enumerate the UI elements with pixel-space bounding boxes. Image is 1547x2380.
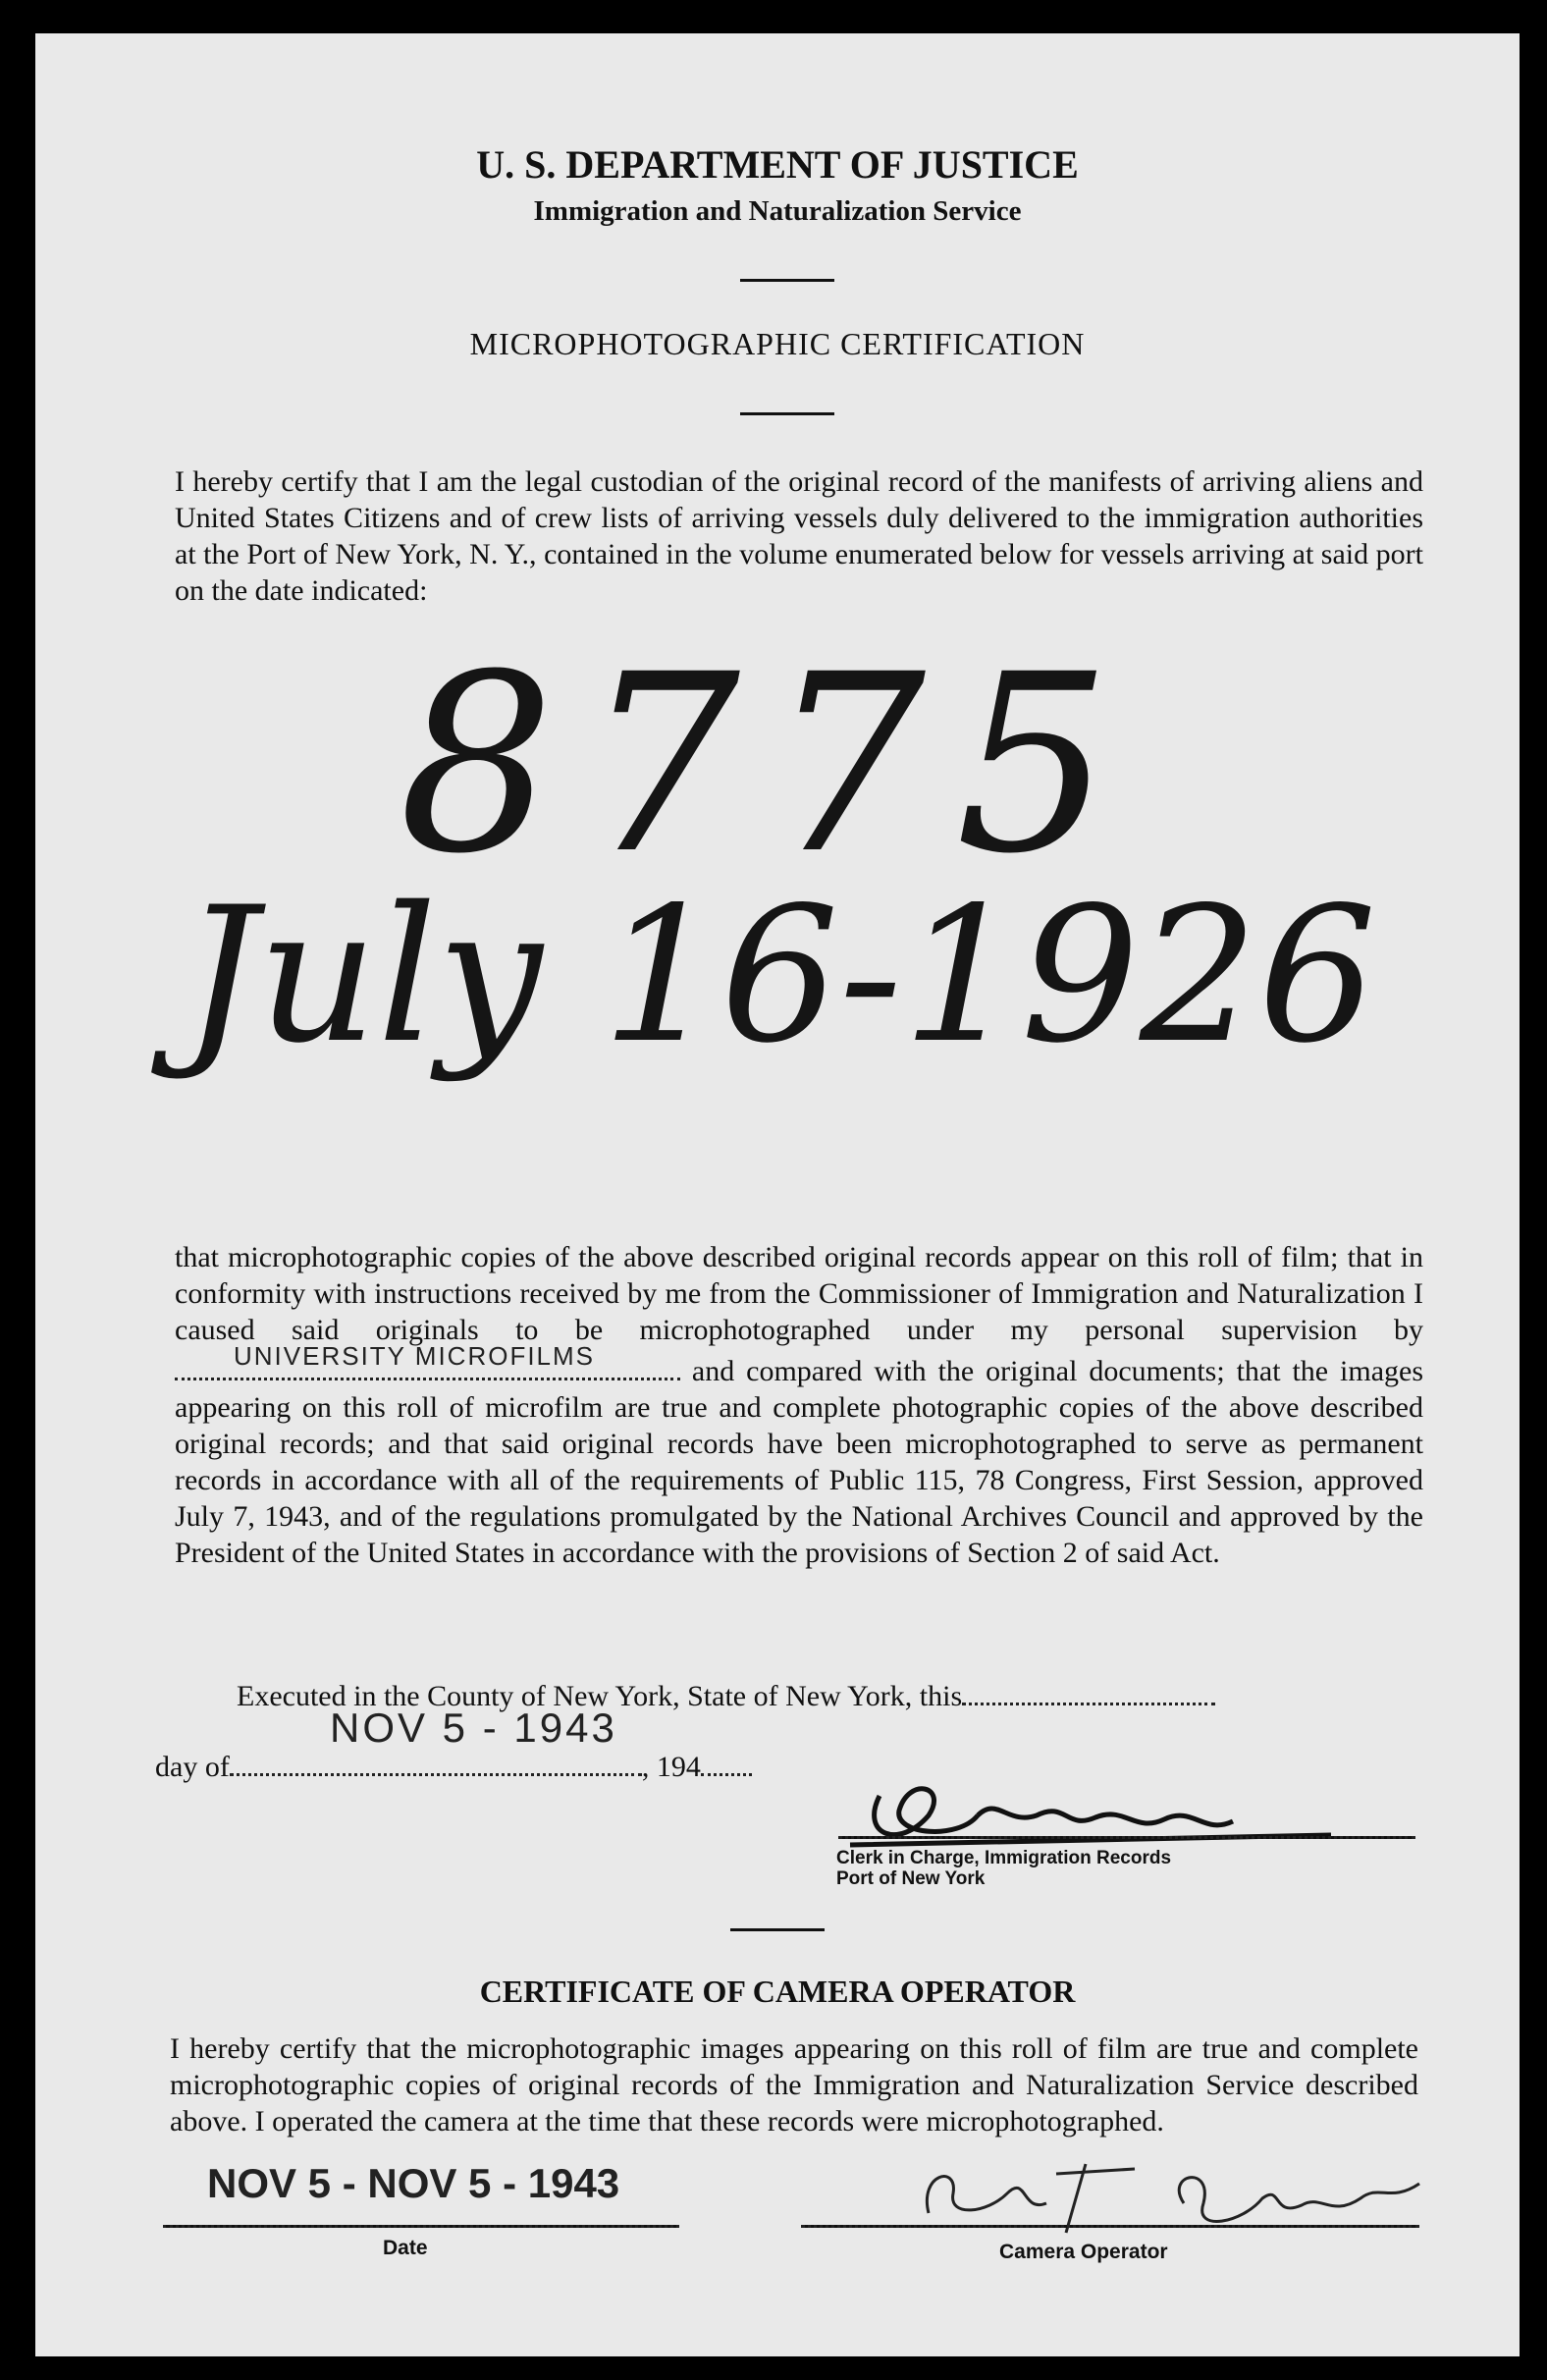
department-heading: U. S. DEPARTMENT OF JUSTICE [476, 142, 1079, 187]
date-label: Date [383, 2237, 428, 2259]
certification-text-part2: and compared with the original documents; that the images appearing on this roll of microfilm are true and complete photographic copies of the above described original records; and that said original records have been microphotographed to serve as permanent records in accordance with all of the requirements of Public 115, 78 Congress, First Session, approved July 7, 1943, and of the regulations promulgated by the National Archives Council and approved by the President of the United States in accordance with the provisions of Section 2 of said Act. [175, 1355, 1424, 1569]
camera-operator-signature [899, 2144, 1449, 2243]
execution-date-stamp: NOV 5 - 1943 [330, 1704, 617, 1751]
divider [730, 1928, 825, 1931]
certification-paragraph [175, 1239, 1423, 1571]
service-subheading: Immigration and Naturalization Service [533, 195, 1022, 227]
certificate-page [35, 33, 1520, 2356]
handwritten-arrival-date: July 16-1926 [183, 867, 1377, 1084]
clerk-title: Clerk in Charge, Immigration Records [836, 1848, 1172, 1868]
camera-operator-line [801, 2225, 1419, 2228]
certification-text-part1: that microphotographic copies of the above described original records appear on this roll of film; that in conformity with instructions received by me from the Commissioner of Immigration and Naturalization I caused said originals to be microphotographed under my personal supervision by [175, 1241, 1423, 1346]
divider [740, 412, 834, 415]
handwritten-volume-number: 8775 [399, 622, 1142, 907]
camera-operator-paragraph: I hereby certify that the microphotographic images appearing on this roll of film are true and complete microphotographic copies of original records of the Immigration and Naturalization Service described above. I operated the camera at the time that these records were microphotographed. [170, 2032, 1418, 2137]
clerk-title-block [836, 1848, 1171, 1889]
date-line [163, 2225, 679, 2228]
clerk-signature-line [838, 1836, 1415, 1839]
supervisor-line [175, 1341, 680, 1380]
supervisor-stamp: UNIVERSITY MICROFILMS [234, 1341, 596, 1371]
camera-date-stamp: NOV 5 - NOV 5 - 1943 [207, 2160, 620, 2206]
clerk-location: Port of New York [836, 1868, 986, 1889]
day-of-line: day of , 194 [155, 1748, 752, 1784]
divider [740, 279, 834, 282]
execution-line: Executed in the County of New York, State of New York, this [237, 1677, 1215, 1713]
camera-operator-heading: CERTIFICATE OF CAMERA OPERATOR [479, 1974, 1076, 2009]
intro-paragraph: I hereby certify that I am the legal custodian of the original record of the manifests of arriving aliens and United States Citizens and of crew lists of arriving vessels duly delivered to the immigration authorities at the Port of New York, N. Y., contained in the volume enumerated below for vessels arriving at said port on the date indicated: [175, 465, 1423, 607]
form-title: MICROPHOTOGRAPHIC CERTIFICATION [469, 326, 1086, 361]
camera-operator-label: Camera Operator [999, 2241, 1168, 2263]
